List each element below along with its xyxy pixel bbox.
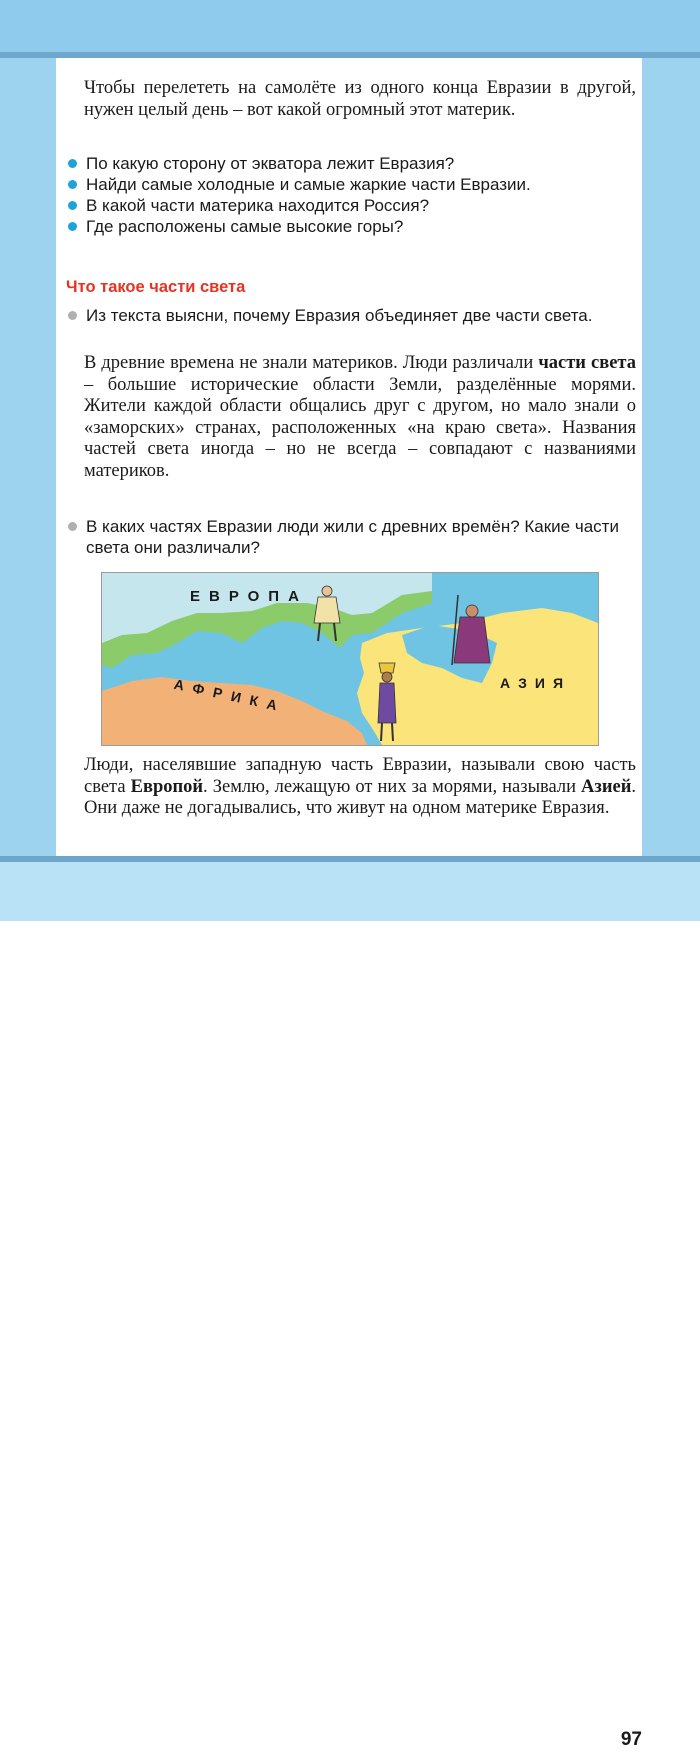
- bullet-icon: [68, 180, 77, 189]
- bullet-icon: [68, 159, 77, 168]
- left-margin: [0, 58, 56, 858]
- question-item: В какой части материка находится Россия?: [66, 195, 636, 216]
- footer: [0, 862, 700, 1750]
- question-list: [66, 153, 636, 237]
- term-europe: Европой: [130, 776, 204, 797]
- intro-paragraph: Чтобы перелететь на самолёте из одного конца Евразии в другой, нужен целый день – вот какой огромный этот материк.: [84, 78, 636, 120]
- body-paragraph: В древние времена не знали материков. Люди различали части света – большие исторические области Земли, разделённые морями. Жители каждой области общались друг с другом, но мало знали о «заморских» странах, расположенных «на краю света». Названия частей света иногда – но не всегда – совпадают с названиями материков.: [84, 353, 636, 481]
- map-label-europe: ЕВРОПА: [190, 588, 308, 605]
- map-label-africa: АФРИКА: [172, 675, 288, 716]
- map-label-asia: АЗИЯ: [500, 675, 572, 691]
- map-svg: [102, 573, 598, 745]
- term-asia: Азией: [581, 776, 632, 797]
- term-parts-of-world: части света: [538, 353, 636, 373]
- task-bullet-icon: [68, 311, 77, 320]
- page-content: [56, 58, 642, 856]
- bullet-icon: [68, 222, 77, 231]
- question-item: По какую сторону от экватора лежит Евразия?: [66, 153, 636, 174]
- task-bullet-icon: [68, 522, 77, 531]
- task-1: Из текста выясни, почему Евразия объединяет две части света.: [66, 305, 656, 326]
- task-2: В каких частях Евразии люди жили с древних времён? Какие части света они различали?: [66, 516, 656, 558]
- question-item: Найди самые холодные и самые жаркие части Евразии.: [66, 174, 636, 195]
- bullet-icon: [68, 201, 77, 210]
- question-item: Где расположены самые высокие горы?: [66, 216, 636, 237]
- section-heading: Что такое части света: [66, 278, 246, 296]
- right-margin: [642, 58, 700, 858]
- top-band: [0, 0, 700, 52]
- page-number: 97: [620, 1729, 642, 1750]
- closing-paragraph: Люди, населявшие западную часть Евразии, называли свою часть света Европой. Землю, лежащую от них за морями, называли Азией. Они даже не догадывались, что живут на одном материке Евразия.: [84, 755, 636, 818]
- map-illustration: [101, 572, 599, 746]
